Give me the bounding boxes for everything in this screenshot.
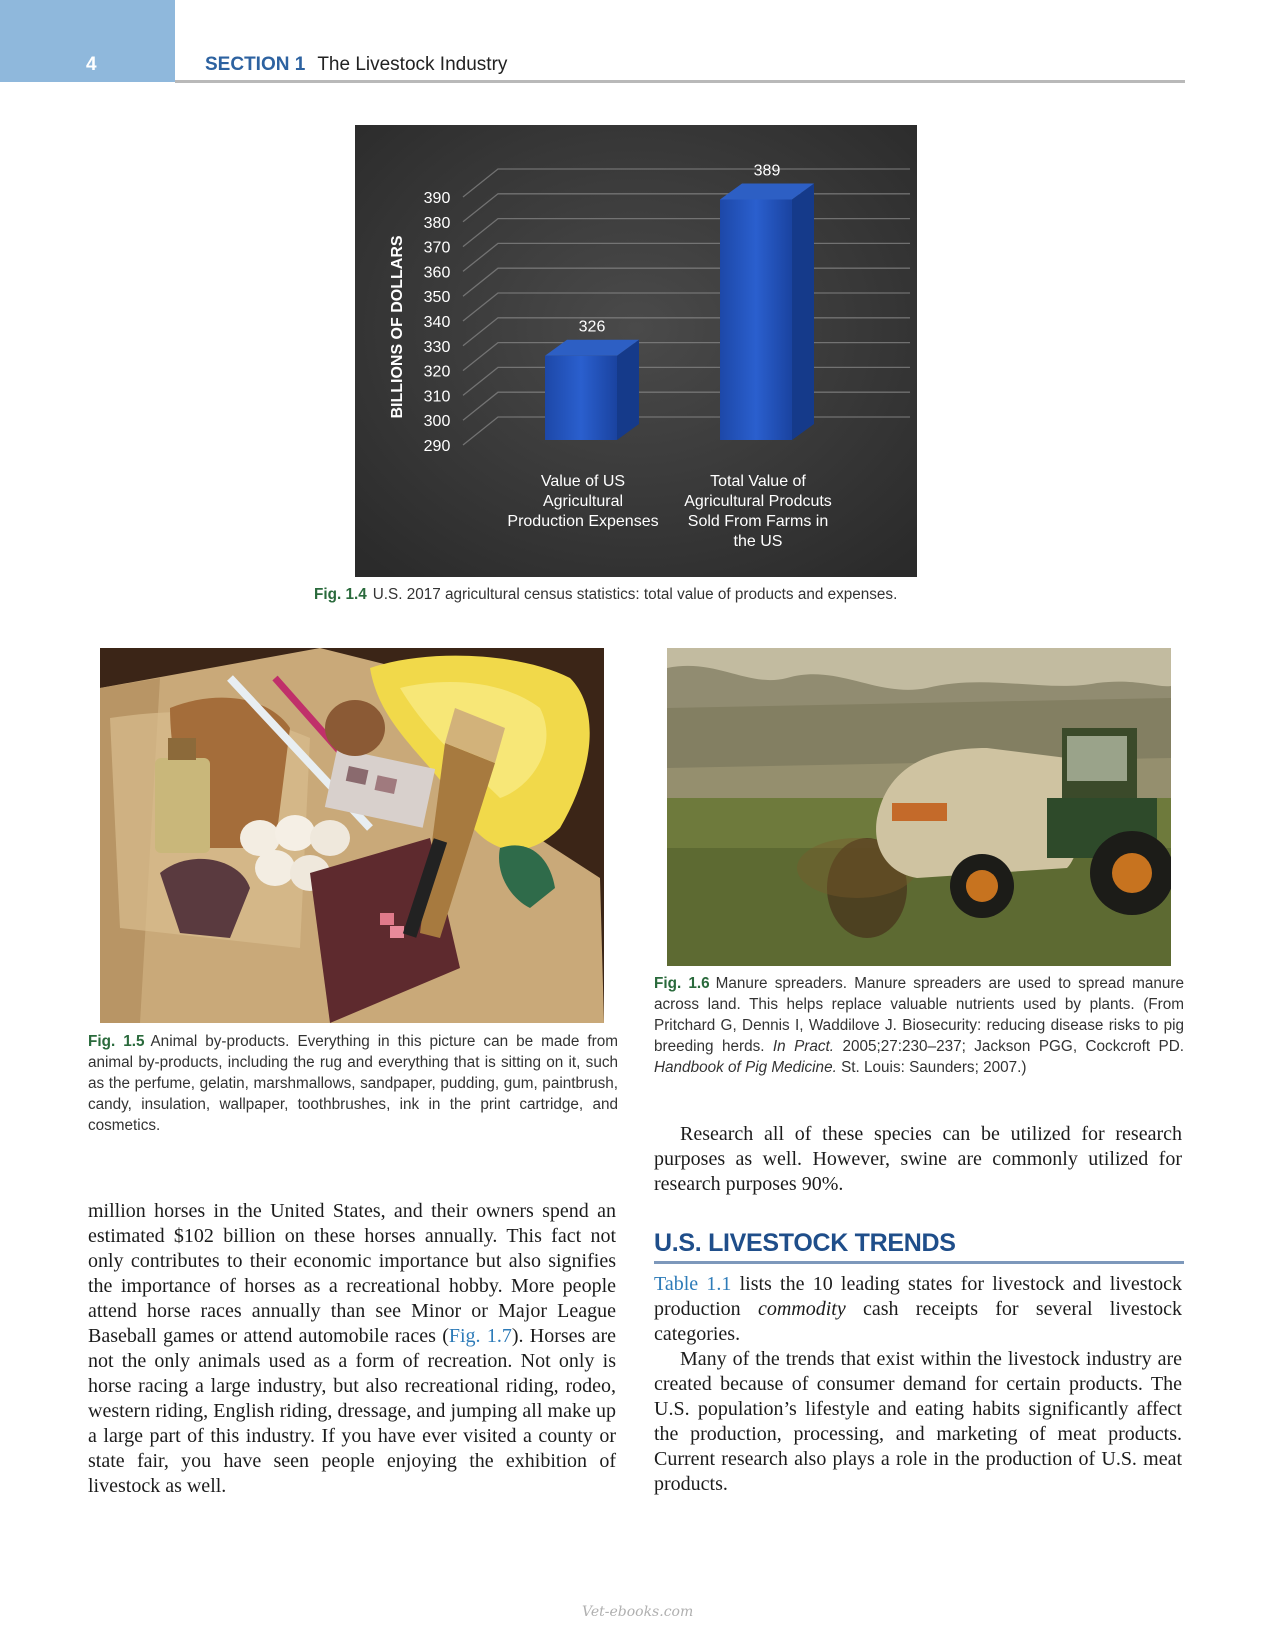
section-title: The Livestock Industry [317, 54, 508, 75]
y-tick-label: 370 [423, 239, 451, 257]
left-column-text [88, 1199, 616, 1499]
right-column-text [654, 1272, 1182, 1497]
journal-title: In Pract. [772, 1038, 835, 1055]
y-tick-label: 290 [423, 438, 451, 455]
figure-label: Fig. 1.6 [654, 975, 710, 992]
watermark: Vet-ebooks.com [582, 1604, 694, 1620]
figure-label: Fig. 1.5 [88, 1033, 145, 1050]
right-column-intro [654, 1122, 1182, 1197]
paragraph: Many of the trends that exist within the livestock industry are created because of consumer demand for certain products. The U.S. population’s lifestyle and eating habits significantly affect the production, processing, and marketing of meat products. Current research also plays a role in the production of U.S. meat products. [654, 1348, 1182, 1495]
caption-publisher: St. Louis: Saunders; 2007.) [841, 1059, 1027, 1076]
section-heading: U.S. LIVESTOCK TRENDS [654, 1229, 956, 1257]
header-rule [175, 80, 1185, 83]
book-title: Handbook of Pig Medicine. [654, 1059, 837, 1076]
y-tick-label: 390 [423, 190, 451, 207]
y-tick-label: 340 [423, 314, 451, 331]
bar [720, 199, 792, 440]
y-tick-label: 350 [423, 289, 451, 307]
caption-text: Manure spreaders. Manure spreaders are used to spread manure across land. This helps replace valuable nutrients used by plants. (From Pritchard G, Dennis I, Waddilove J. Biosecurity: reducing disease risks to pig breeding herds. [654, 975, 1185, 1055]
figure-1-4-chart [355, 125, 917, 577]
running-header [205, 54, 507, 76]
figure-1-7-link[interactable]: Fig. 1.7 [448, 1325, 512, 1347]
section-heading-rule [654, 1261, 1184, 1264]
page-number: 4 [86, 54, 97, 75]
paragraph: Research all of these species can be utilized for research purposes as well. However, swine are commonly utilized for research purposes 90%. [654, 1123, 1182, 1195]
bar-chart-svg [355, 125, 917, 577]
bar [545, 356, 617, 440]
table-1-1-link[interactable]: Table 1.1 [654, 1273, 732, 1295]
paragraph: Table 1.1 lists the 10 leading states for livestock and livestock production commodity cash receipts for several livestock categories. [654, 1273, 1182, 1345]
y-tick-label: 320 [423, 363, 451, 381]
bar-side [792, 183, 814, 440]
figure-label: Fig. 1.4 [314, 586, 367, 603]
y-tick-label: 360 [423, 264, 451, 282]
figure-1-5-caption [88, 1031, 618, 1136]
x-category-label: Total Value of Agricultural Prodcuts Sold From Farms in the US [684, 473, 832, 550]
y-axis-title: BILLIONS OF DOLLARS [389, 235, 406, 419]
y-tick-label: 310 [423, 388, 451, 406]
animal-by-products-photo [100, 648, 604, 1023]
x-category-label: Value of US Agricultural Production Expenses [507, 473, 659, 530]
data-label: 326 [578, 318, 606, 336]
figure-1-5-photo [100, 648, 604, 1023]
caption-text: Animal by-products. Everything in this picture can be made from animal by-products, including the rug and everything that is sitting on it, such as the perfume, gelatin, marshmallows, sandpaper, pudding, gum, paintbrush, candy, insulation, wallpaper, toothbrushes, ink in the print cartridge, and cosmetics. [88, 1033, 619, 1134]
caption-citation: 2005;27:230–237; Jackson PGG, Cockcroft PD. [842, 1038, 1185, 1055]
section-label: SECTION 1 [205, 54, 306, 75]
caption-text: U.S. 2017 agricultural census statistics: total value of products and expenses. [372, 586, 898, 603]
y-tick-label: 300 [423, 413, 451, 431]
figure-1-6-caption [654, 973, 1184, 1078]
manure-spreader-photo [667, 648, 1171, 966]
bar-side [617, 340, 639, 440]
figure-1-6-photo [667, 648, 1171, 966]
data-label: 389 [753, 162, 781, 180]
paragraph: million horses in the United States, and their owners spend an estimated $102 billion on these horses annually. This fact not only contributes to their economic importance but also signifies the importance of horses as a recreational hobby. More people attend horse races annually than see Minor or Major League Baseball games or attend automobile races (Fig. 1.7). Horses are not the only animals used as a form of recreation. Not only is horse racing a large industry, but also recreational riding, rodeo, western riding, English riding, dressage, and jumping all make up a large part of this industry. If you have ever visited a county or state fair, you have seen people enjoying the exhibition of livestock as well. [88, 1200, 617, 1497]
y-tick-label: 380 [423, 214, 451, 232]
figure-1-4-caption [314, 584, 1014, 605]
y-tick-label: 330 [423, 338, 451, 356]
